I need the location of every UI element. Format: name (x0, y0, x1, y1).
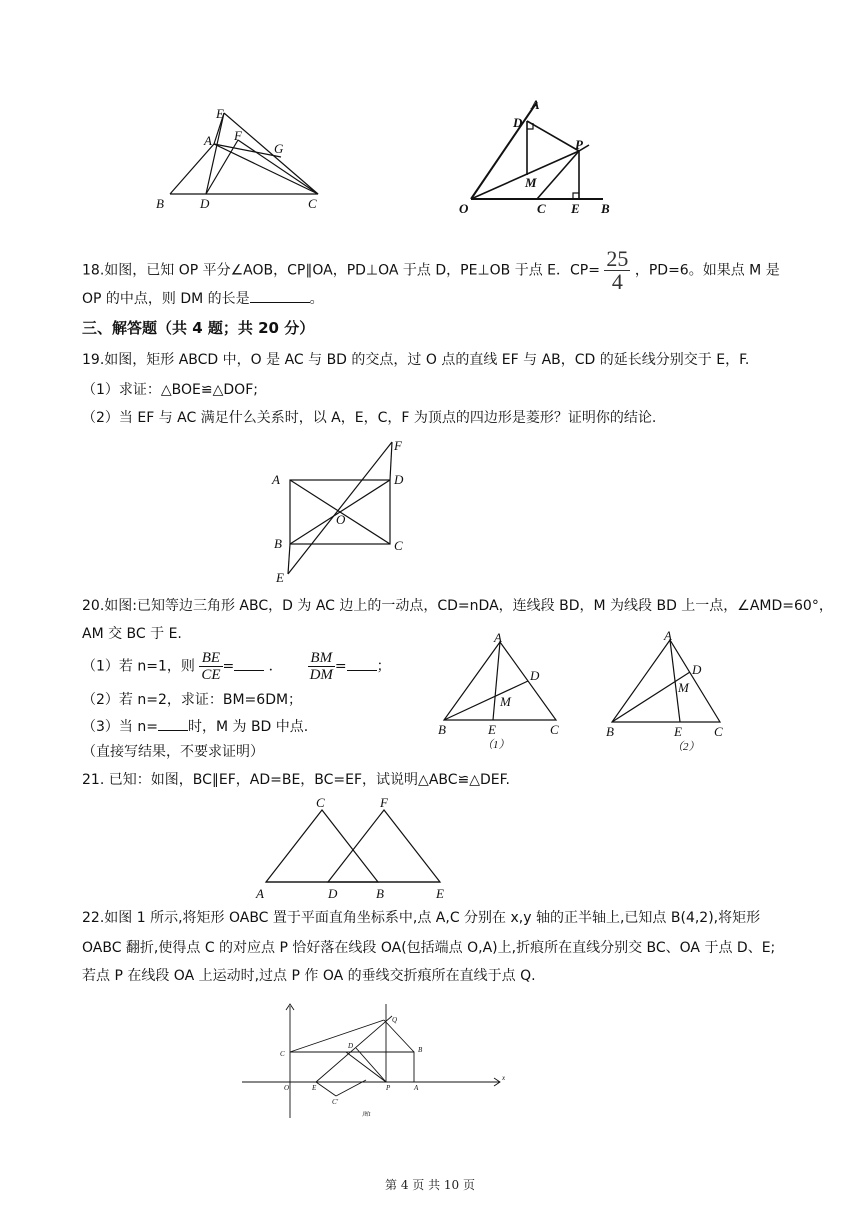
fig22-label-o: O (284, 1084, 290, 1092)
fig17-label-a: A (204, 133, 212, 148)
q20-p1-pre: （1）若 n=1，则 (82, 658, 195, 675)
fig22-label-a: A (414, 1084, 419, 1092)
fig19-label-e: E (276, 570, 284, 584)
fig20-1-label-b: B (438, 722, 446, 737)
fig19-label-a: A (272, 472, 280, 487)
fig18-label-d: D (513, 115, 523, 130)
fig17-label-e: E (216, 106, 224, 121)
q22-line1: 22.如图 1 所示,将矩形 OABC 置于平面直角坐标系中,点 A,C 分别在 x,y 轴的正半轴上,已知点 B(4,2),将矩形 (82, 910, 761, 926)
fig17-label-d: D (200, 196, 210, 211)
q18-line1 (82, 248, 780, 293)
fig20-1-label-e: E (488, 722, 496, 737)
fig18-label-m: M (525, 175, 537, 190)
q18-line2-text: OP 的中点，则 DM 的长是 (82, 291, 250, 307)
q18-line2 (82, 288, 324, 309)
q18-text1: 18.如图，已知 OP 平分∠AOB，CP∥OA，PD⊥OA 于点 D，PE⊥OB 于点 E．CP= (82, 262, 600, 279)
q21-stem: 21. 已知：如图，BC∥EF，AD=BE，BC=EF，试说明△ABC≌△DEF. (82, 772, 510, 788)
section-title: 三、解答题（共 4 题；共 20 分） (82, 319, 315, 337)
q18-frac-den: 4 (611, 269, 623, 294)
fig20-1-label-a: A (494, 632, 502, 645)
q22-line3: 若点 P 在线段 OA 上运动时,过点 P 作 OA 的垂线交折痕所在直线于点 Q. (82, 968, 536, 984)
q20-stem1: 20.如图:已知等边三角形 ABC，D 为 AC 边上的一动点，CD=nDA，连线段 BD，M 为线段 BD 上一点，∠AMD=60°， (82, 598, 833, 614)
q20-p1-semi: ； (376, 658, 391, 675)
fig17-label-g: G (274, 141, 284, 156)
q20-p1-eq2: = (334, 658, 347, 675)
fig17-label-f: F (234, 128, 242, 143)
fig18-label-b: B (601, 201, 610, 216)
fig20-2-label-d: D (692, 662, 702, 677)
q20-f2-num: BM (308, 650, 335, 667)
q20-fraction-be-ce (199, 650, 222, 683)
fig21-label-e: E (436, 886, 444, 901)
q20-f1-num: BE (199, 650, 222, 667)
q20-part1 (82, 650, 391, 683)
fig17-label-b: B (156, 196, 164, 211)
q22-line2: OABC 翻折,使得点 C 的对应点 P 恰好落在线段 OA(包括端点 O,A)上,折痕所在直线分别交 BC、OA 于点 D、E; (82, 940, 776, 956)
q20-p1-dot: ． (264, 658, 283, 675)
fig21-label-f: F (380, 795, 388, 810)
q20-blank3[interactable] (158, 716, 188, 731)
q20-blank1[interactable] (234, 656, 264, 671)
fig20-1-label-c: C (550, 722, 559, 737)
fig22-label-p: P (386, 1084, 391, 1092)
fig18-label-p: P (575, 137, 583, 152)
q20-p1-eq1: = (222, 658, 235, 675)
fig22-label-c: C (280, 1050, 285, 1058)
figure-21 (252, 794, 452, 902)
q18-answer-blank[interactable] (250, 288, 310, 303)
fig22-label-b: B (418, 1046, 423, 1054)
q20-f1-den: CE (201, 667, 221, 683)
q19-part2: （2）当 EF 与 AC 满足什么关系时，以 A，E，C，F 为顶点的四边形是菱形？证明你的结论. (82, 410, 657, 426)
fig21-label-b: B (376, 886, 384, 901)
fig20-2-label-b: B (606, 724, 614, 739)
q20-stem2: AM 交 BC 于 E. (82, 626, 182, 642)
fig22-label-x: x (502, 1074, 506, 1082)
fig20-1-label-d: D (530, 668, 540, 683)
fig18-label-e: E (571, 201, 580, 216)
figure-19 (268, 436, 418, 584)
fig22-label-e: E (312, 1084, 317, 1092)
fig22-label-q: Q (392, 1016, 398, 1024)
q20-part3 (82, 716, 308, 737)
fig19-label-b: B (274, 536, 282, 551)
q18-text2: ，PD=6。如果点 M 是 (634, 262, 780, 279)
q20-fraction-bm-dm (308, 650, 335, 683)
fig22-label-d: D (348, 1042, 354, 1050)
q20-blank2[interactable] (347, 656, 377, 671)
fig19-label-f: F (394, 438, 402, 453)
fig20-1-caption: （1） (482, 739, 510, 751)
q20-p3-pre: （3）当 n= (82, 719, 158, 735)
q18-frac-num: 25 (606, 246, 629, 271)
fig18-label-o: O (459, 201, 469, 216)
fig19-label-c: C (394, 538, 403, 553)
q20-p3-post: 时，M 为 BD 中点. (187, 719, 309, 735)
fig19-label-d: D (394, 472, 404, 487)
fig17-label-c: C (308, 196, 317, 211)
figure-17 (150, 100, 340, 215)
q20-part2: （2）若 n=2，求证：BM=6DM； (82, 692, 303, 708)
q20-part4: （直接写结果，不要求证明） (82, 744, 264, 760)
fig20-1-label-m: M (500, 694, 511, 709)
fig21-label-c: C (316, 795, 325, 810)
q18-fraction (604, 248, 630, 293)
fig18-label-c: C (537, 201, 546, 216)
figure-20-1 (436, 632, 576, 752)
figure-18 (455, 95, 625, 220)
fig21-label-a: A (256, 886, 264, 901)
fig22-label-c-prime: C' (332, 1098, 339, 1106)
page-footer: 第 4 页 共 10 页 (385, 1178, 475, 1192)
q20-f2-den: DM (309, 667, 333, 683)
fig20-2-caption: （2） (672, 741, 700, 752)
fig19-label-o: O (336, 512, 346, 527)
figure-20-2 (604, 630, 736, 752)
fig20-2-label-a: A (664, 630, 672, 643)
fig18-label-a: A (531, 97, 540, 112)
q19-part1: （1）求证：△BOE≌△DOF; (82, 382, 258, 398)
q18-line2-end: 。 (309, 291, 324, 307)
fig20-2-label-m: M (678, 680, 689, 695)
fig21-label-d: D (328, 886, 338, 901)
fig22-caption: 图1 (362, 1112, 372, 1118)
figure-22 (236, 996, 516, 1126)
fig20-2-label-c: C (714, 724, 723, 739)
q19-stem: 19.如图，矩形 ABCD 中，O 是 AC 与 BD 的交点，过 O 点的直线 EF 与 AB，CD 的延长线分别交于 E，F. (82, 352, 750, 368)
fig20-2-label-e: E (674, 724, 682, 739)
